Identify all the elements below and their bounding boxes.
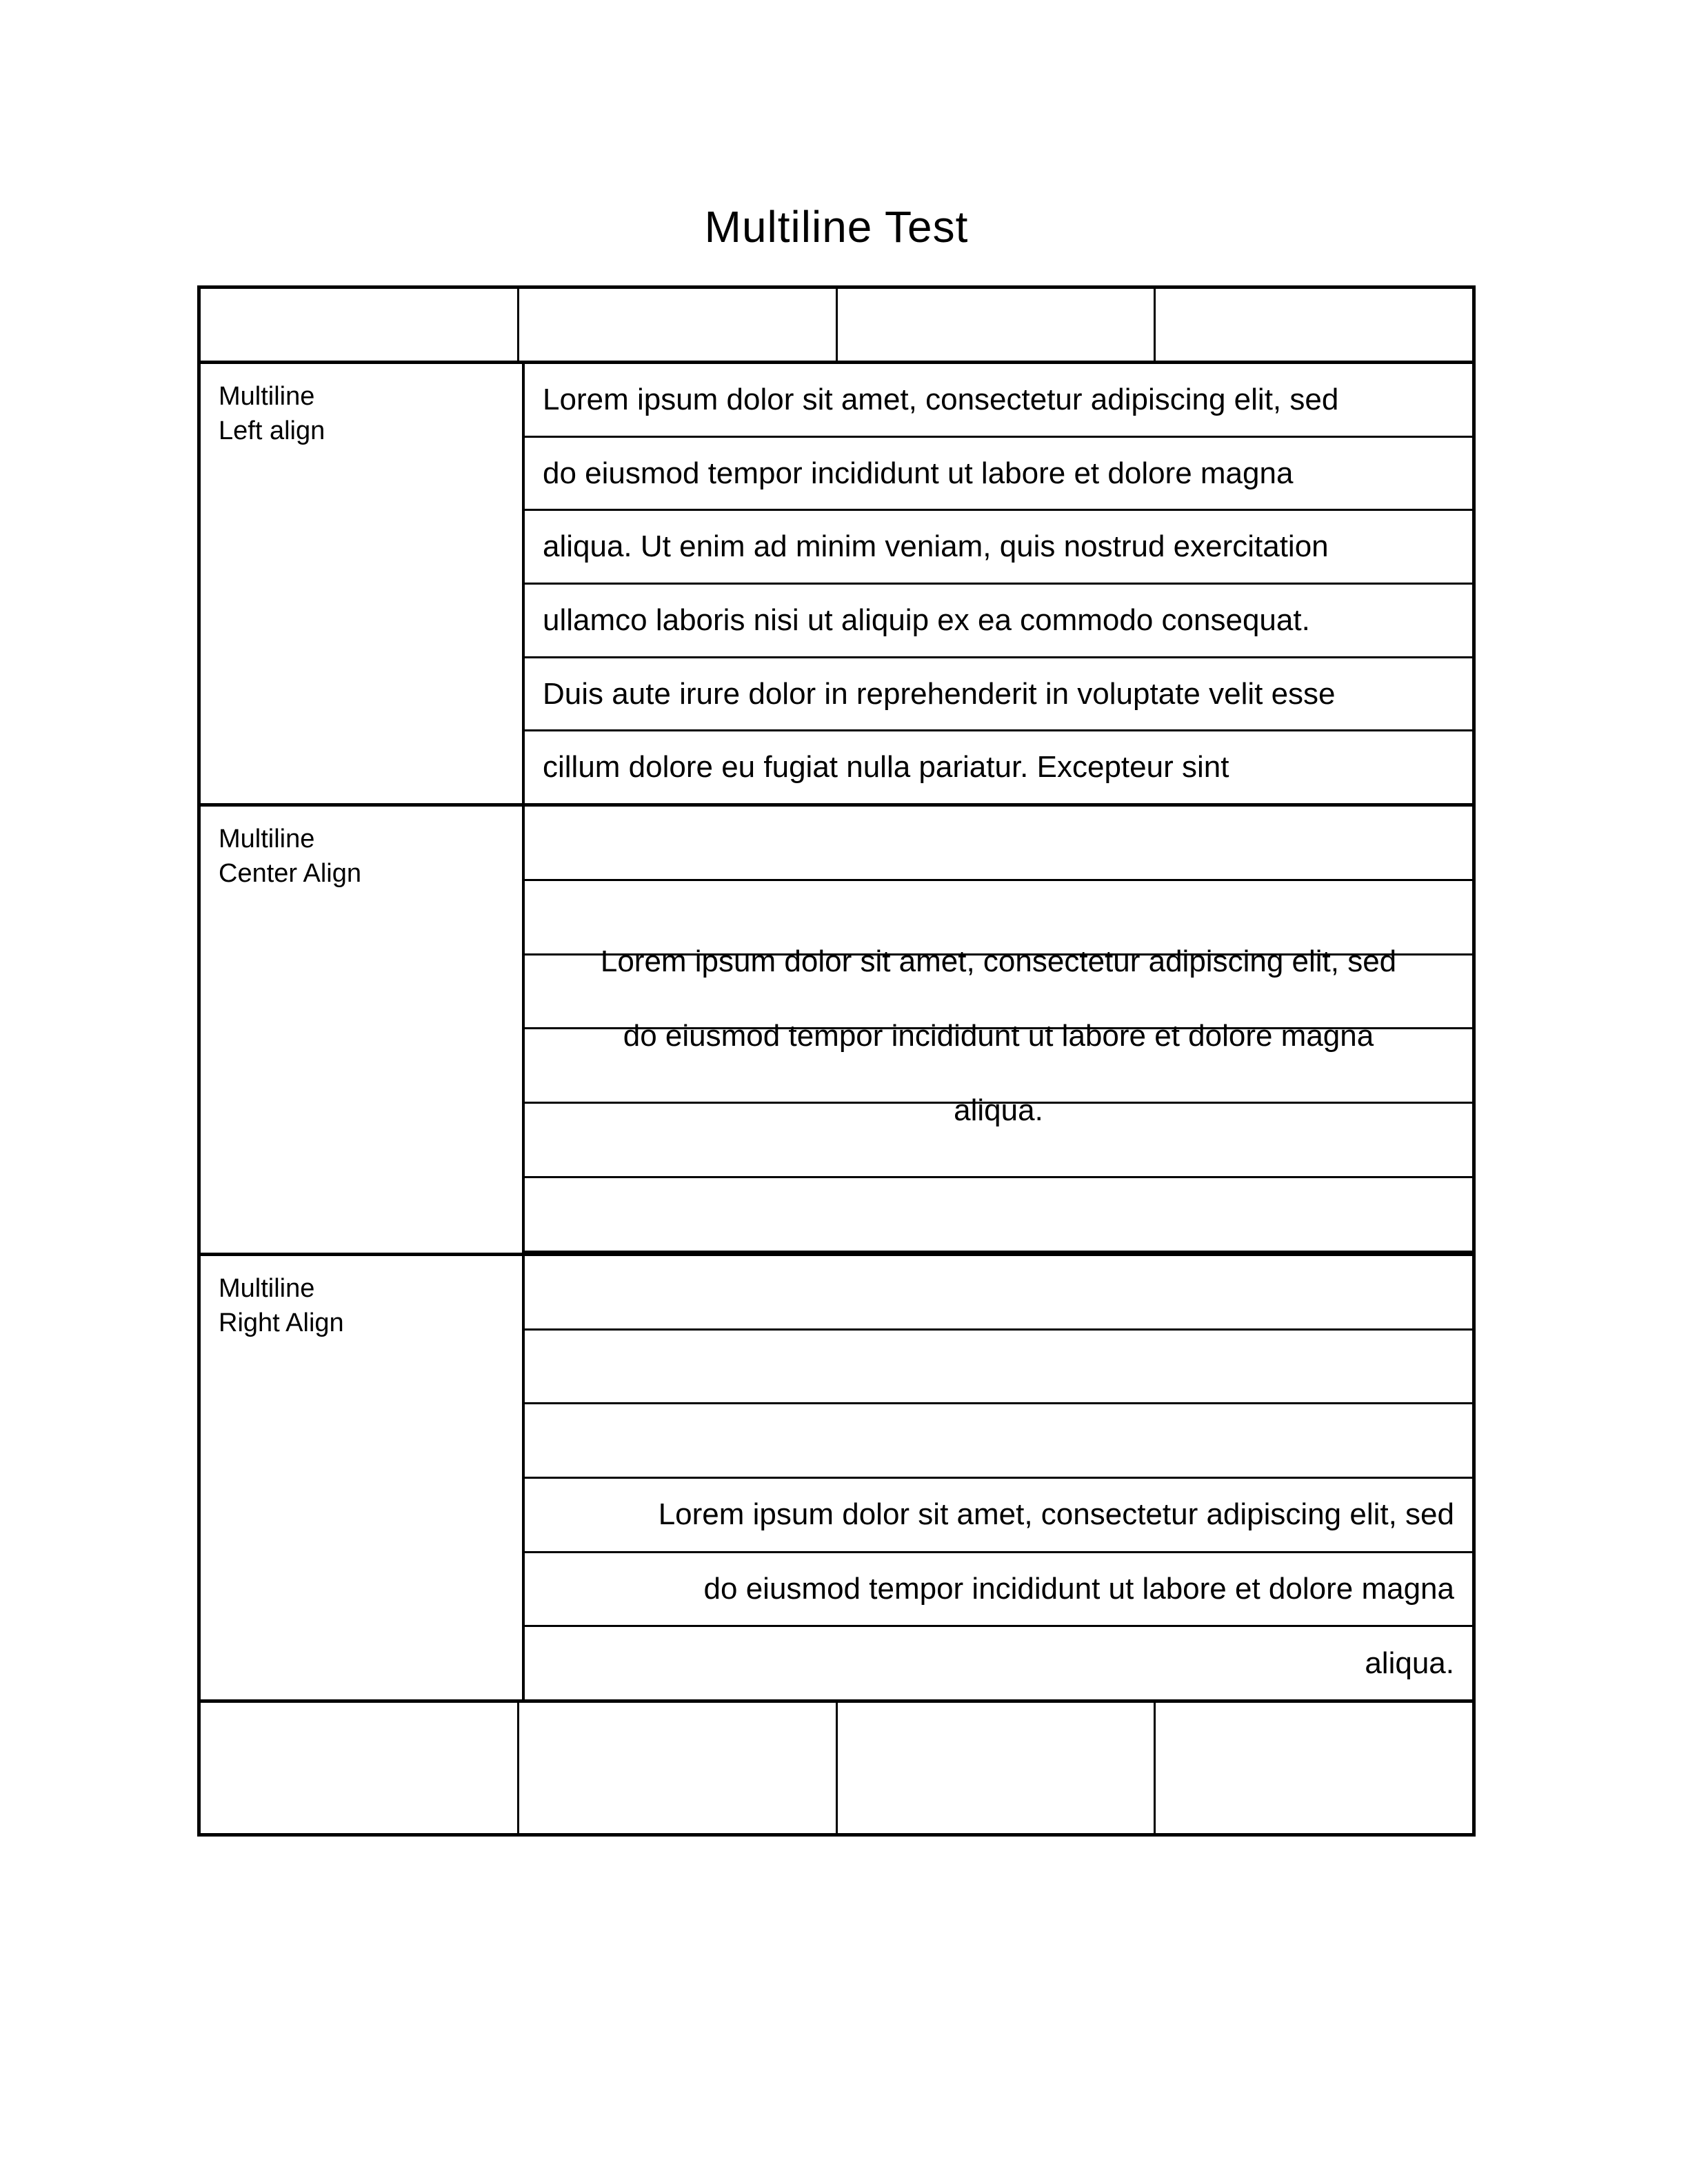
section-left-align [201,364,1472,807]
label-line: Center Align [219,859,362,888]
text-row [525,658,1472,732]
footer-cell-3 [836,1703,1154,1833]
empty-row [525,1104,1472,1178]
text-line: aliqua. Ut enim ad minim veniam, quis nostrud exercitation [543,529,1329,564]
text-line: ullamco laboris nisi ut aliquip ex ea commodo consequat. [543,603,1310,637]
label-line: Multiline [219,825,315,853]
text-line: cillum dolore eu fugiat nulla pariatur. Excepteur sint [543,750,1229,785]
text-line: Duis aute irure dolor in reprehenderit in voluptate velit esse [543,676,1336,711]
empty-row [525,1331,1472,1405]
page-title: Multiline Test [704,202,969,252]
table-header-row [201,289,1472,364]
section-center-content [525,807,1472,1253]
section-right-label [201,1256,525,1699]
section-left-content [525,364,1472,803]
empty-row [525,1256,1472,1331]
empty-row [525,807,1472,881]
text-row [525,1627,1472,1699]
text-row [525,731,1472,803]
text-line: Lorem ipsum dolor sit amet, consectetur adipiscing elit, sed [658,1497,1454,1532]
section-center-align [201,807,1472,1256]
header-cell-4 [1154,289,1472,361]
section-center-label [201,807,525,1253]
text-row [525,511,1472,585]
section-left-label [201,364,525,803]
header-cell-3 [836,289,1154,361]
label-line: Left align [219,416,325,445]
text-row [525,364,1472,438]
text-row [525,438,1472,512]
footer-cell-1 [201,1703,517,1833]
empty-row [525,1178,1472,1253]
text-row [525,585,1472,658]
empty-row [525,956,1472,1030]
table-footer-row [201,1703,1472,1833]
header-cell-2 [517,289,836,361]
text-line: aliqua. [1365,1646,1454,1680]
empty-row [525,1029,1472,1104]
text-line: do eiusmod tempor incididunt ut labore et dolore magna [543,456,1294,490]
text-row [525,1553,1472,1628]
multiline-table [197,285,1476,1837]
empty-row [525,881,1472,956]
section-right-content [525,1256,1472,1699]
text-line: Lorem ipsum dolor sit amet, consectetur adipiscing elit, sed [600,944,1397,978]
footer-cell-2 [517,1703,836,1833]
empty-row [525,1404,1472,1479]
section-right-align [201,1256,1472,1703]
text-line: do eiusmod tempor incididunt ut labore et dolore magna [703,1572,1454,1606]
label-line: Multiline [219,1274,315,1303]
label-line: Right Align [219,1308,344,1337]
text-line: do eiusmod tempor incididunt ut labore et dolore magna [623,1018,1374,1053]
text-line: Lorem ipsum dolor sit amet, consectetur adipiscing elit, sed [543,382,1339,416]
text-line: aliqua. [954,1093,1043,1127]
footer-cell-4 [1154,1703,1472,1833]
text-row [525,1479,1472,1553]
label-line: Multiline [219,382,315,411]
header-cell-1 [201,289,517,361]
